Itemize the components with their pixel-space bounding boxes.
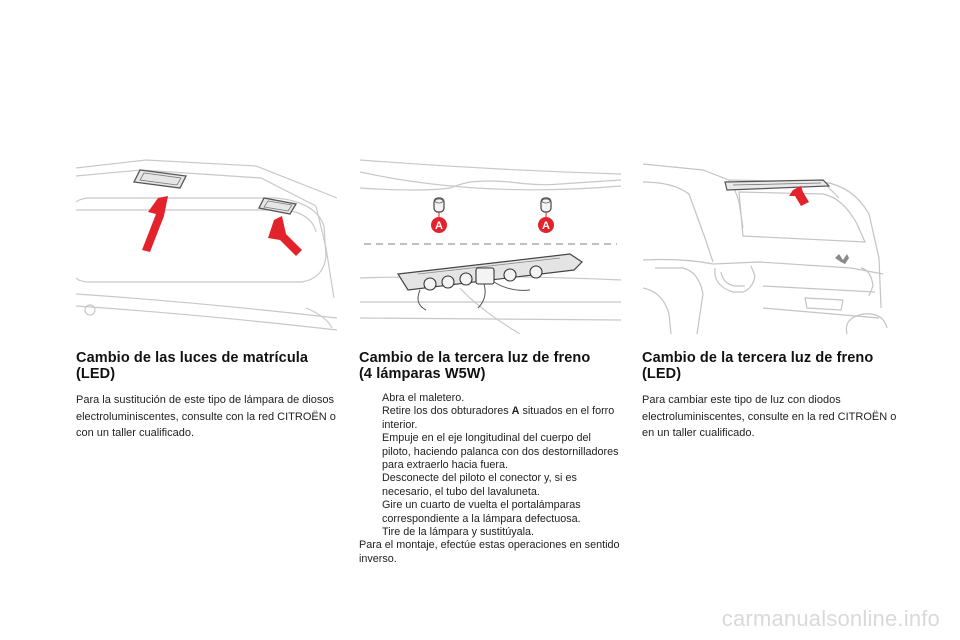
section-body: Para la sustitución de este tipo de lámpara de diosos electroluminiscentes, consulte con la red CITROËN o con un taller cualificado. (76, 394, 336, 439)
car-rear-drawing (643, 158, 904, 334)
section-title: Cambio de la tercera luz de freno (4 lámparas W5W) (359, 350, 591, 382)
third-brake-light-lamps-illustration (360, 158, 621, 334)
steps-list (359, 392, 621, 539)
license-plate-light-illustration (76, 158, 337, 334)
third-brake-light-drawing (360, 158, 621, 334)
red-arrow-icon (268, 216, 302, 256)
reassembly-note: Para el montaje, efectúe estas operaciones en sentido inverso. (359, 539, 620, 565)
section-title: Cambio de la tercera luz de freno (LED) (642, 350, 874, 382)
section-license-plate-lights (76, 350, 338, 442)
callout-a-left (431, 217, 447, 233)
red-arrow-icon (142, 196, 168, 252)
car-rear-led-brake-light-illustration (643, 158, 904, 334)
section-title: Cambio de las luces de matrícula (LED) (76, 350, 309, 382)
led-brake-light (725, 180, 829, 190)
list-item: Tire de la lámpara y sustitúyala. (382, 526, 535, 539)
license-plate-light-drawing (76, 158, 337, 334)
svg-text:A: A (435, 220, 443, 232)
plug-left (434, 198, 444, 212)
section-body: Para cambiar este tipo de luz con diodos electroluminiscentes, consulte en la red CITROËN o en un taller cualificado. (642, 394, 897, 439)
section-third-brake-light-lamps (359, 350, 621, 566)
callout-a-right (538, 217, 554, 233)
ds-logo-icon (835, 254, 849, 264)
list-item: Abra el maletero. (382, 392, 465, 404)
plug-right (541, 198, 551, 212)
red-arrow-icon (789, 186, 809, 206)
list-item: Empuje en el eje longitudinal del cuerpo del piloto, haciendo palanca con dos destornilladores para extraerlo hacia fuera. (382, 432, 619, 472)
list-item: Retire los dos obturadores A situados en el forro interior. (382, 405, 615, 431)
section-third-brake-light-led (642, 350, 904, 442)
list-item: Gire un cuarto de vuelta el portalámparas correspondiente a la lámpara defectuosa. (382, 499, 581, 525)
list-item: Desconecte del piloto el conector y, si es necesario, el tubo del lavaluneta. (382, 472, 577, 498)
svg-text:A: A (542, 220, 550, 232)
watermark: carmanualsonline.info (721, 606, 940, 631)
